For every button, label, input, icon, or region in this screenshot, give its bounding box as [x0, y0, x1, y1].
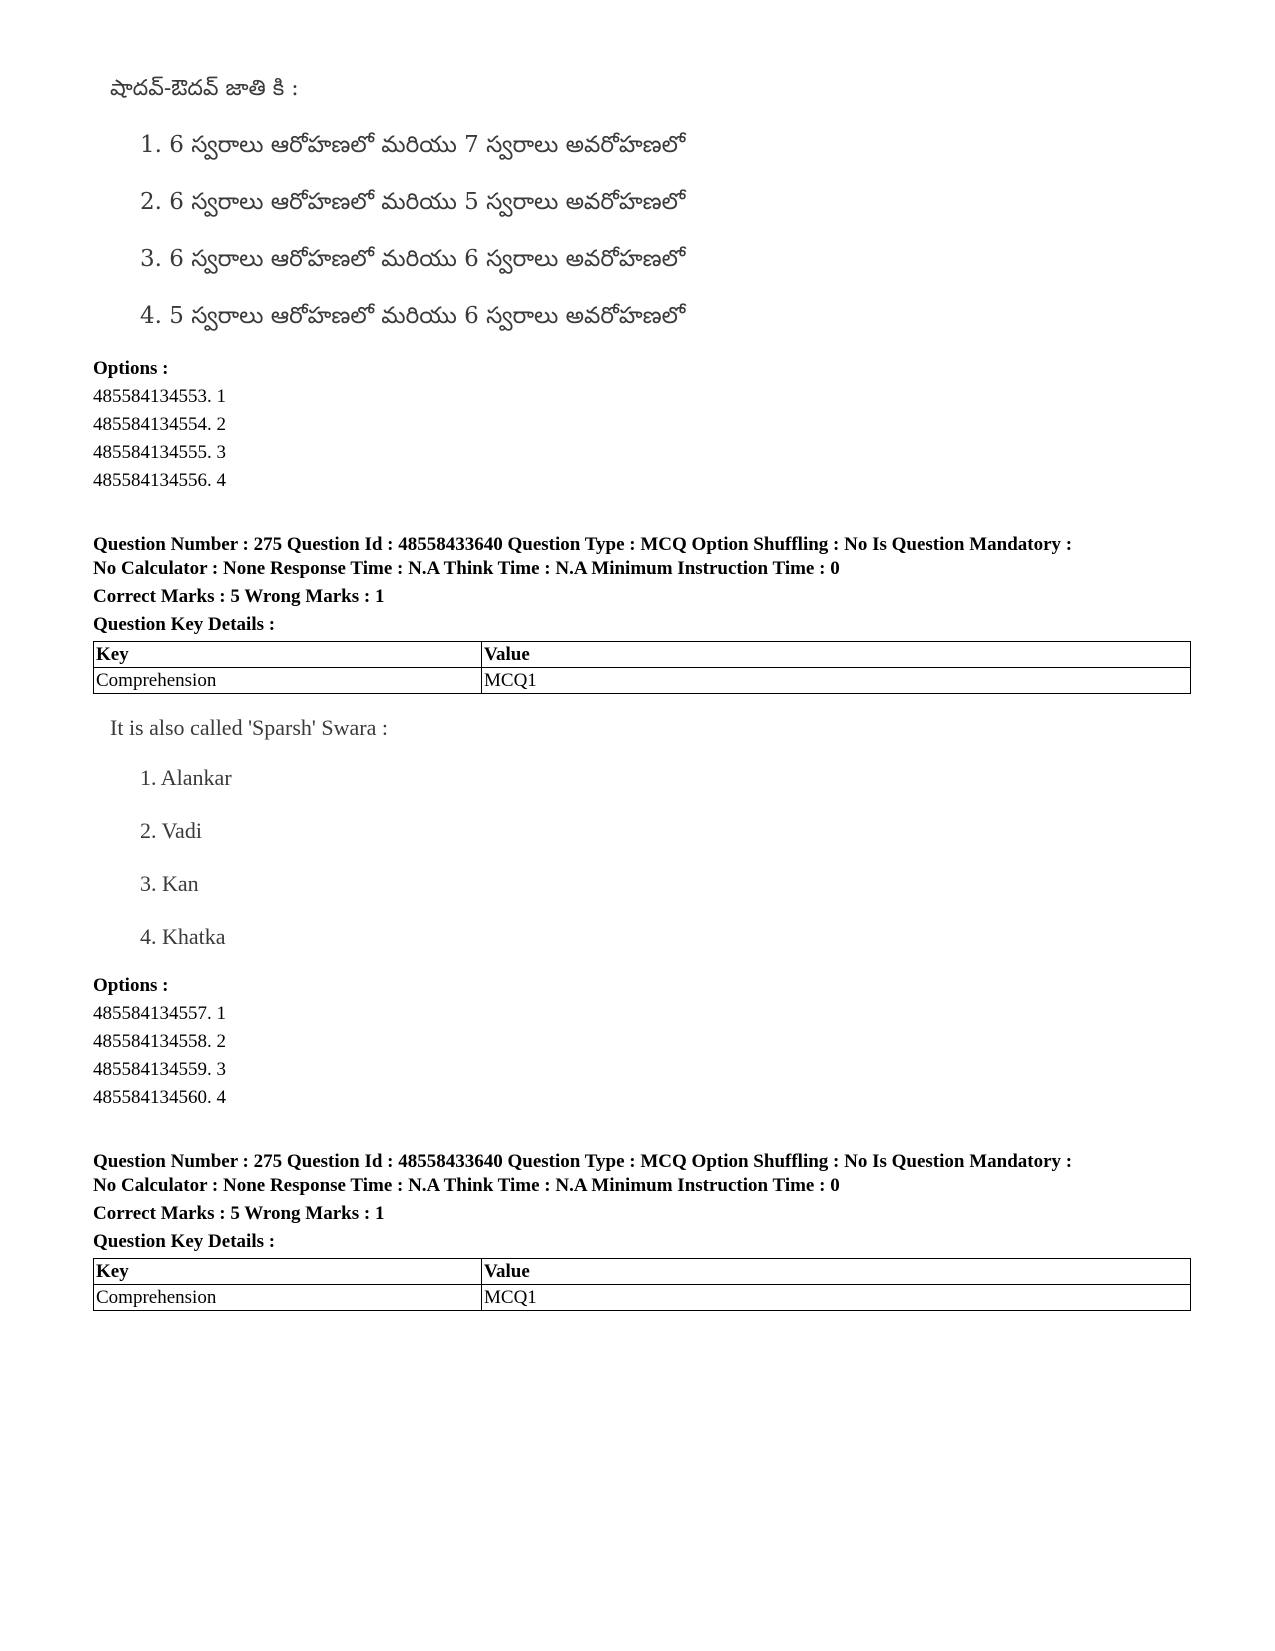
table-cell-key: Comprehension: [94, 668, 482, 694]
question-stem: It is also called 'Sparsh' Swara :: [110, 715, 388, 740]
question-meta-line: Question Number : 275 Question Id : 48558433640 Question Type : MCQ Option Shuffling : No Is Question Mandatory :: [93, 534, 1073, 555]
option-id: 485584134559. 3: [93, 1059, 226, 1080]
question-meta-line: No Calculator : None Response Time : N.A Think Time : N.A Minimum Instruction Time : 0: [93, 558, 840, 579]
option-id: 485584134558. 2: [93, 1031, 226, 1052]
table-cell-value: MCQ1: [482, 1285, 1191, 1311]
key-details-label: Question Key Details :: [93, 1231, 276, 1252]
question-stem: షాదవ్-ఔదవ్ జాతి కి :: [110, 76, 299, 101]
question-meta: [93, 533, 1193, 581]
question-meta-line: Question Number : 275 Question Id : 48558433640 Question Type : MCQ Option Shuffling : No Is Question Mandatory :: [93, 1151, 1073, 1172]
option-id: 485584134560. 4: [93, 1087, 226, 1108]
table-cell-value: MCQ1: [482, 668, 1191, 694]
option-id: 485584134554. 2: [93, 414, 226, 435]
question-choice: 1. Alankar: [140, 765, 232, 790]
question-choice: 2. 6 స్వరాలు ఆరోహణలో మరియు 5 స్వరాలు అవరోహణలో: [140, 189, 686, 215]
option-id: 485584134556. 4: [93, 470, 226, 491]
table-row: [94, 668, 1191, 694]
table-header-key: Key: [94, 1259, 482, 1285]
key-details-label: Question Key Details :: [93, 614, 276, 635]
options-label: Options :: [93, 975, 169, 996]
table-header-row: [94, 642, 1191, 668]
key-value-table: [93, 641, 1191, 694]
question-choice: 4. 5 స్వరాలు ఆరోహణలో మరియు 6 స్వరాలు అవరోహణలో: [140, 303, 686, 329]
options-label: Options :: [93, 358, 169, 379]
table-row: [94, 1285, 1191, 1311]
table-header-key: Key: [94, 642, 482, 668]
question-meta: [93, 1150, 1193, 1198]
table-header-value: Value: [482, 1259, 1191, 1285]
table-header-value: Value: [482, 642, 1191, 668]
option-id: 485584134555. 3: [93, 442, 226, 463]
question-choice: 4. Khatka: [140, 924, 226, 949]
marks-line: Correct Marks : 5 Wrong Marks : 1: [93, 1203, 385, 1224]
question-meta-line: No Calculator : None Response Time : N.A Think Time : N.A Minimum Instruction Time : 0: [93, 1175, 840, 1196]
table-header-row: [94, 1259, 1191, 1285]
option-id: 485584134557. 1: [93, 1003, 226, 1024]
marks-line: Correct Marks : 5 Wrong Marks : 1: [93, 586, 385, 607]
question-choice: 3. 6 స్వరాలు ఆరోహణలో మరియు 6 స్వరాలు అవరోహణలో: [140, 246, 686, 272]
question-choice: 1. 6 స్వరాలు ఆరోహణలో మరియు 7 స్వరాలు అవరోహణలో: [140, 132, 686, 158]
question-choice: 3. Kan: [140, 871, 199, 896]
key-value-table: [93, 1258, 1191, 1311]
option-id: 485584134553. 1: [93, 386, 226, 407]
table-cell-key: Comprehension: [94, 1285, 482, 1311]
question-choice: 2. Vadi: [140, 818, 202, 843]
question-image-telugu: [110, 74, 810, 344]
question-image-english: [110, 713, 510, 953]
